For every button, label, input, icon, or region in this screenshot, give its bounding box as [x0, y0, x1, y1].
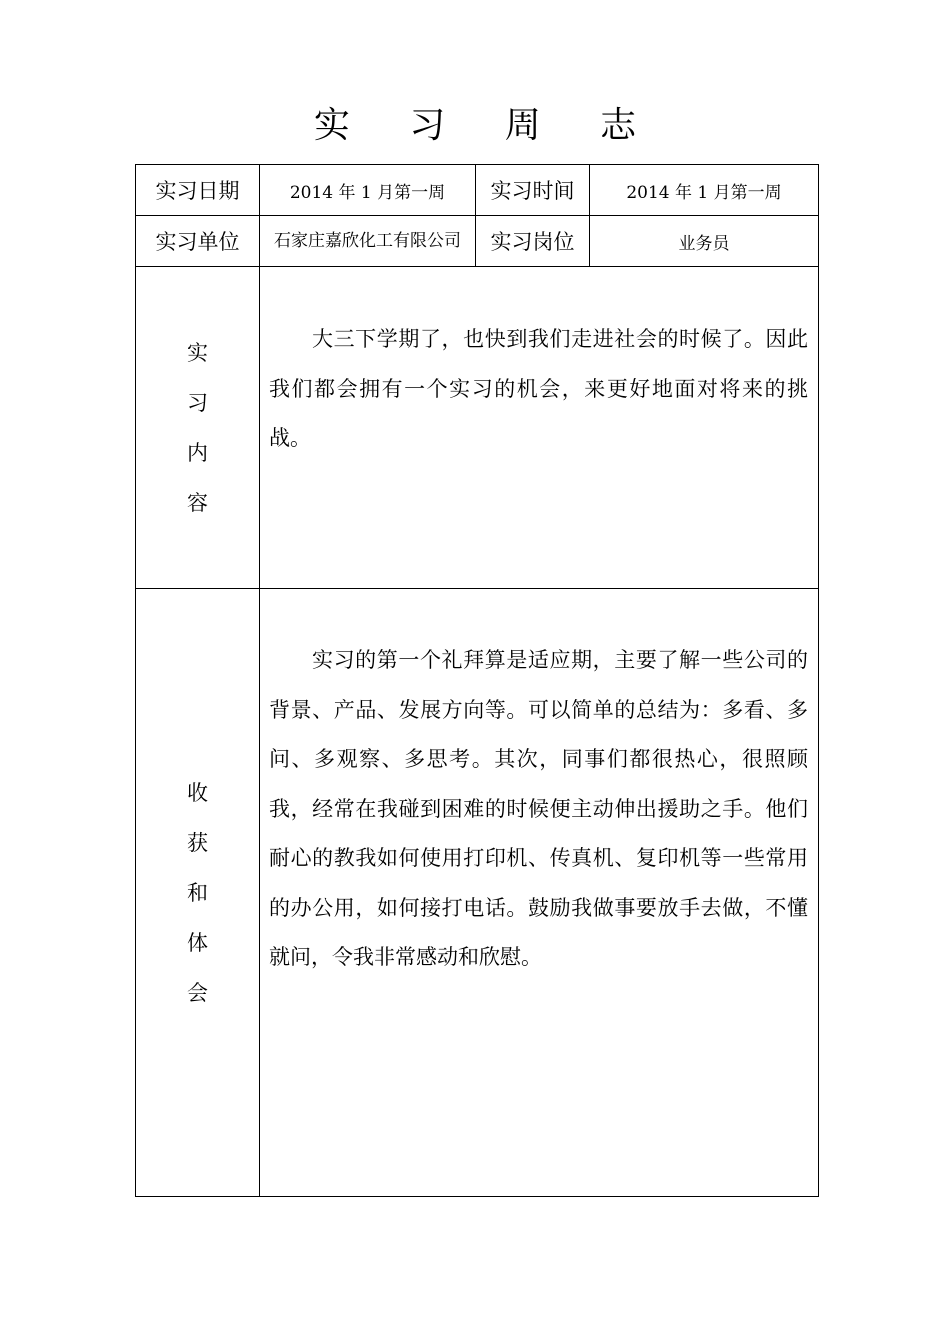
content-paragraph: 大三下学期了，也快到我们走进社会的时候了。因此我们都会拥有一个实习的机会，来更好地面对将来的挑战。: [269, 327, 808, 450]
row-content: [136, 267, 819, 589]
label-reflection: [136, 589, 260, 1197]
label-char: 体: [187, 930, 208, 955]
value-internship-date: 2014 年 1 月第一周: [260, 165, 476, 216]
label-internship-post: 实习岗位: [476, 216, 590, 267]
value-internship-post: 业务员: [590, 216, 819, 267]
label-char: 习: [187, 390, 208, 415]
label-internship-date: 实习日期: [136, 165, 260, 216]
label-char: 内: [187, 440, 208, 465]
label-content: [136, 267, 260, 589]
row-date: [136, 165, 819, 216]
label-internship-unit: 实习单位: [136, 216, 260, 267]
label-char: 实: [187, 340, 208, 365]
label-char: 收: [187, 780, 208, 805]
label-char: 和: [187, 880, 208, 905]
row-unit: [136, 216, 819, 267]
label-char: 会: [187, 980, 208, 1005]
content-cell: [260, 267, 819, 589]
reflection-cell: [260, 589, 819, 1197]
row-reflection: [136, 589, 819, 1197]
page-title: 实 习 周 志: [313, 105, 661, 146]
reflection-paragraph: 实习的第一个礼拜算是适应期，主要了解一些公司的背景、产品、发展方向等。可以简单的总结为：多看、多问、多观察、多思考。其次，同事们都很热心，很照顾我，经常在我碰到困难的时候便主动伸出援助之手。他们耐心的教我如何使用打印机、传真机、复印机等一些常用的办公用，如何接打电话。鼓励我做事要放手去做，不懂就问，令我非常感动和欣慰。: [269, 648, 808, 969]
label-char: 获: [187, 830, 208, 855]
label-char: 容: [187, 490, 208, 515]
weekly-log-table: [135, 164, 819, 1197]
value-internship-time: 2014 年 1 月第一周: [590, 165, 819, 216]
label-internship-time: 实习时间: [476, 165, 590, 216]
value-internship-unit: 石家庄嘉欣化工有限公司: [260, 216, 476, 267]
